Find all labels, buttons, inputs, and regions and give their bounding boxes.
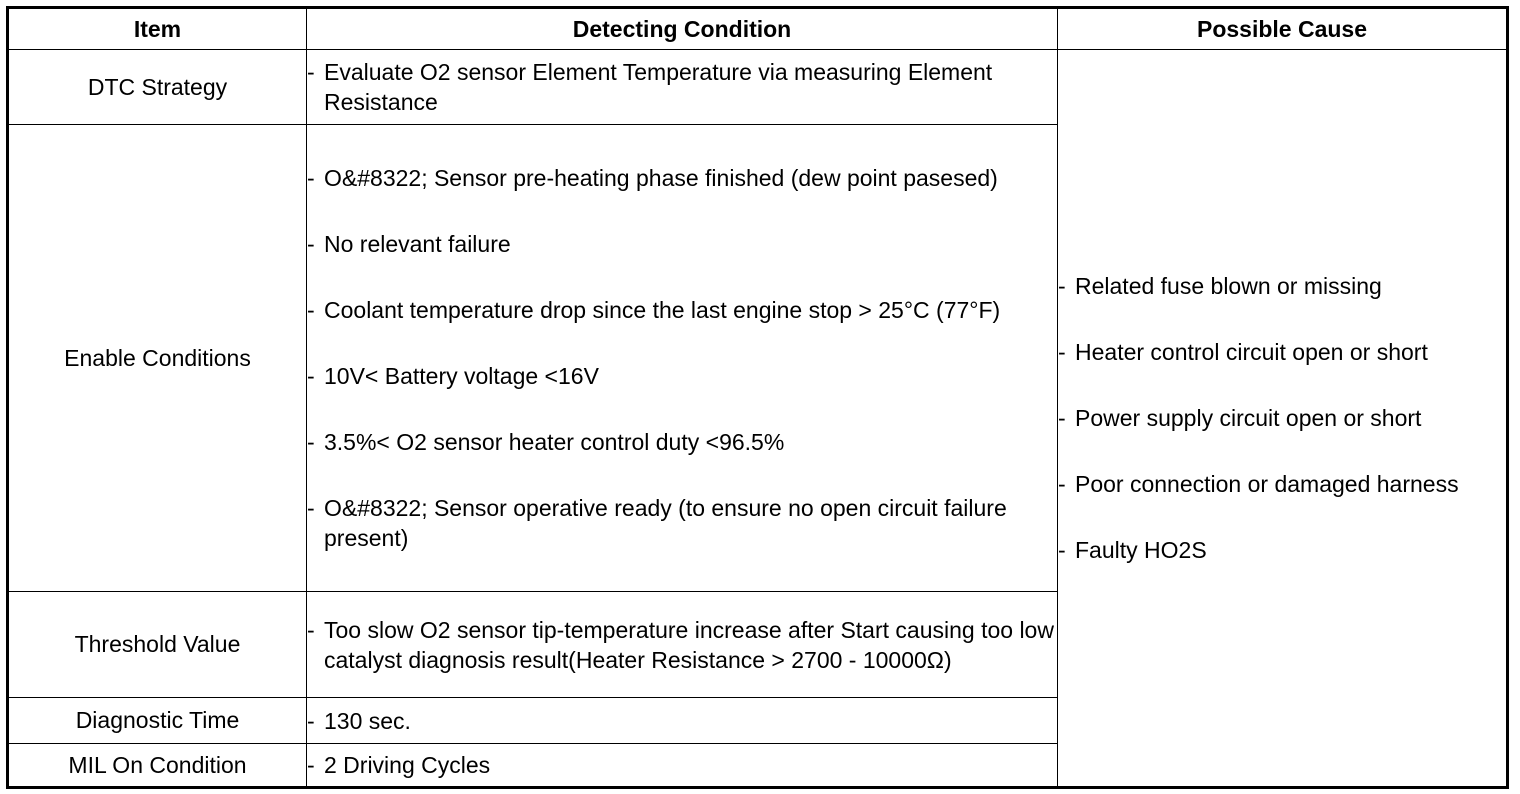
- condition-cell: [307, 125, 1058, 592]
- condition-text: - O&#8322; Sensor pre-heating phase finished (dew point pasesed): [307, 163, 1057, 193]
- dtc-table: [6, 6, 1509, 789]
- cause-item: - Poor connection or damaged harness: [1058, 469, 1506, 499]
- condition-text: - 130 sec.: [307, 706, 1057, 736]
- cause-item: - Power supply circuit open or short: [1058, 403, 1506, 433]
- item-diagnostic-time: Diagnostic Time: [8, 698, 307, 744]
- possible-cause-cell: [1058, 50, 1508, 788]
- condition-text: - Coolant temperature drop since the last engine stop > 25°C (77°F): [307, 295, 1057, 325]
- header-possible-cause: Possible Cause: [1058, 8, 1508, 50]
- condition-cell: [307, 50, 1058, 125]
- condition-text: - O&#8322; Sensor operative ready (to ensure no open circuit failure present): [307, 493, 1057, 553]
- header-item: Item: [8, 8, 307, 50]
- header-row: [8, 8, 1508, 50]
- item-dtc-strategy: DTC Strategy: [8, 50, 307, 125]
- cause-item: - Faulty HO2S: [1058, 535, 1506, 565]
- cause-item: - Related fuse blown or missing: [1058, 271, 1506, 301]
- condition-text: - 3.5%< O2 sensor heater control duty <96.5%: [307, 427, 1057, 457]
- item-enable-conditions: Enable Conditions: [8, 125, 307, 592]
- table-row: [8, 50, 1508, 125]
- condition-cell: [307, 744, 1058, 788]
- item-mil-on-condition: MIL On Condition: [8, 744, 307, 788]
- header-detecting-condition: Detecting Condition: [307, 8, 1058, 50]
- cause-item: - Heater control circuit open or short: [1058, 337, 1506, 367]
- condition-cell: [307, 592, 1058, 698]
- condition-text: - Too slow O2 sensor tip-temperature increase after Start causing too low catalyst diagnosis result(Heater Resistance > 2700 - 10000Ω): [307, 615, 1057, 675]
- condition-text: - 10V< Battery voltage <16V: [307, 361, 1057, 391]
- condition-text: - Evaluate O2 sensor Element Temperature via measuring Element Resistance: [307, 57, 1057, 117]
- condition-text: - 2 Driving Cycles: [307, 750, 1057, 780]
- item-threshold-value: Threshold Value: [8, 592, 307, 698]
- condition-text: - No relevant failure: [307, 229, 1057, 259]
- condition-cell: [307, 698, 1058, 744]
